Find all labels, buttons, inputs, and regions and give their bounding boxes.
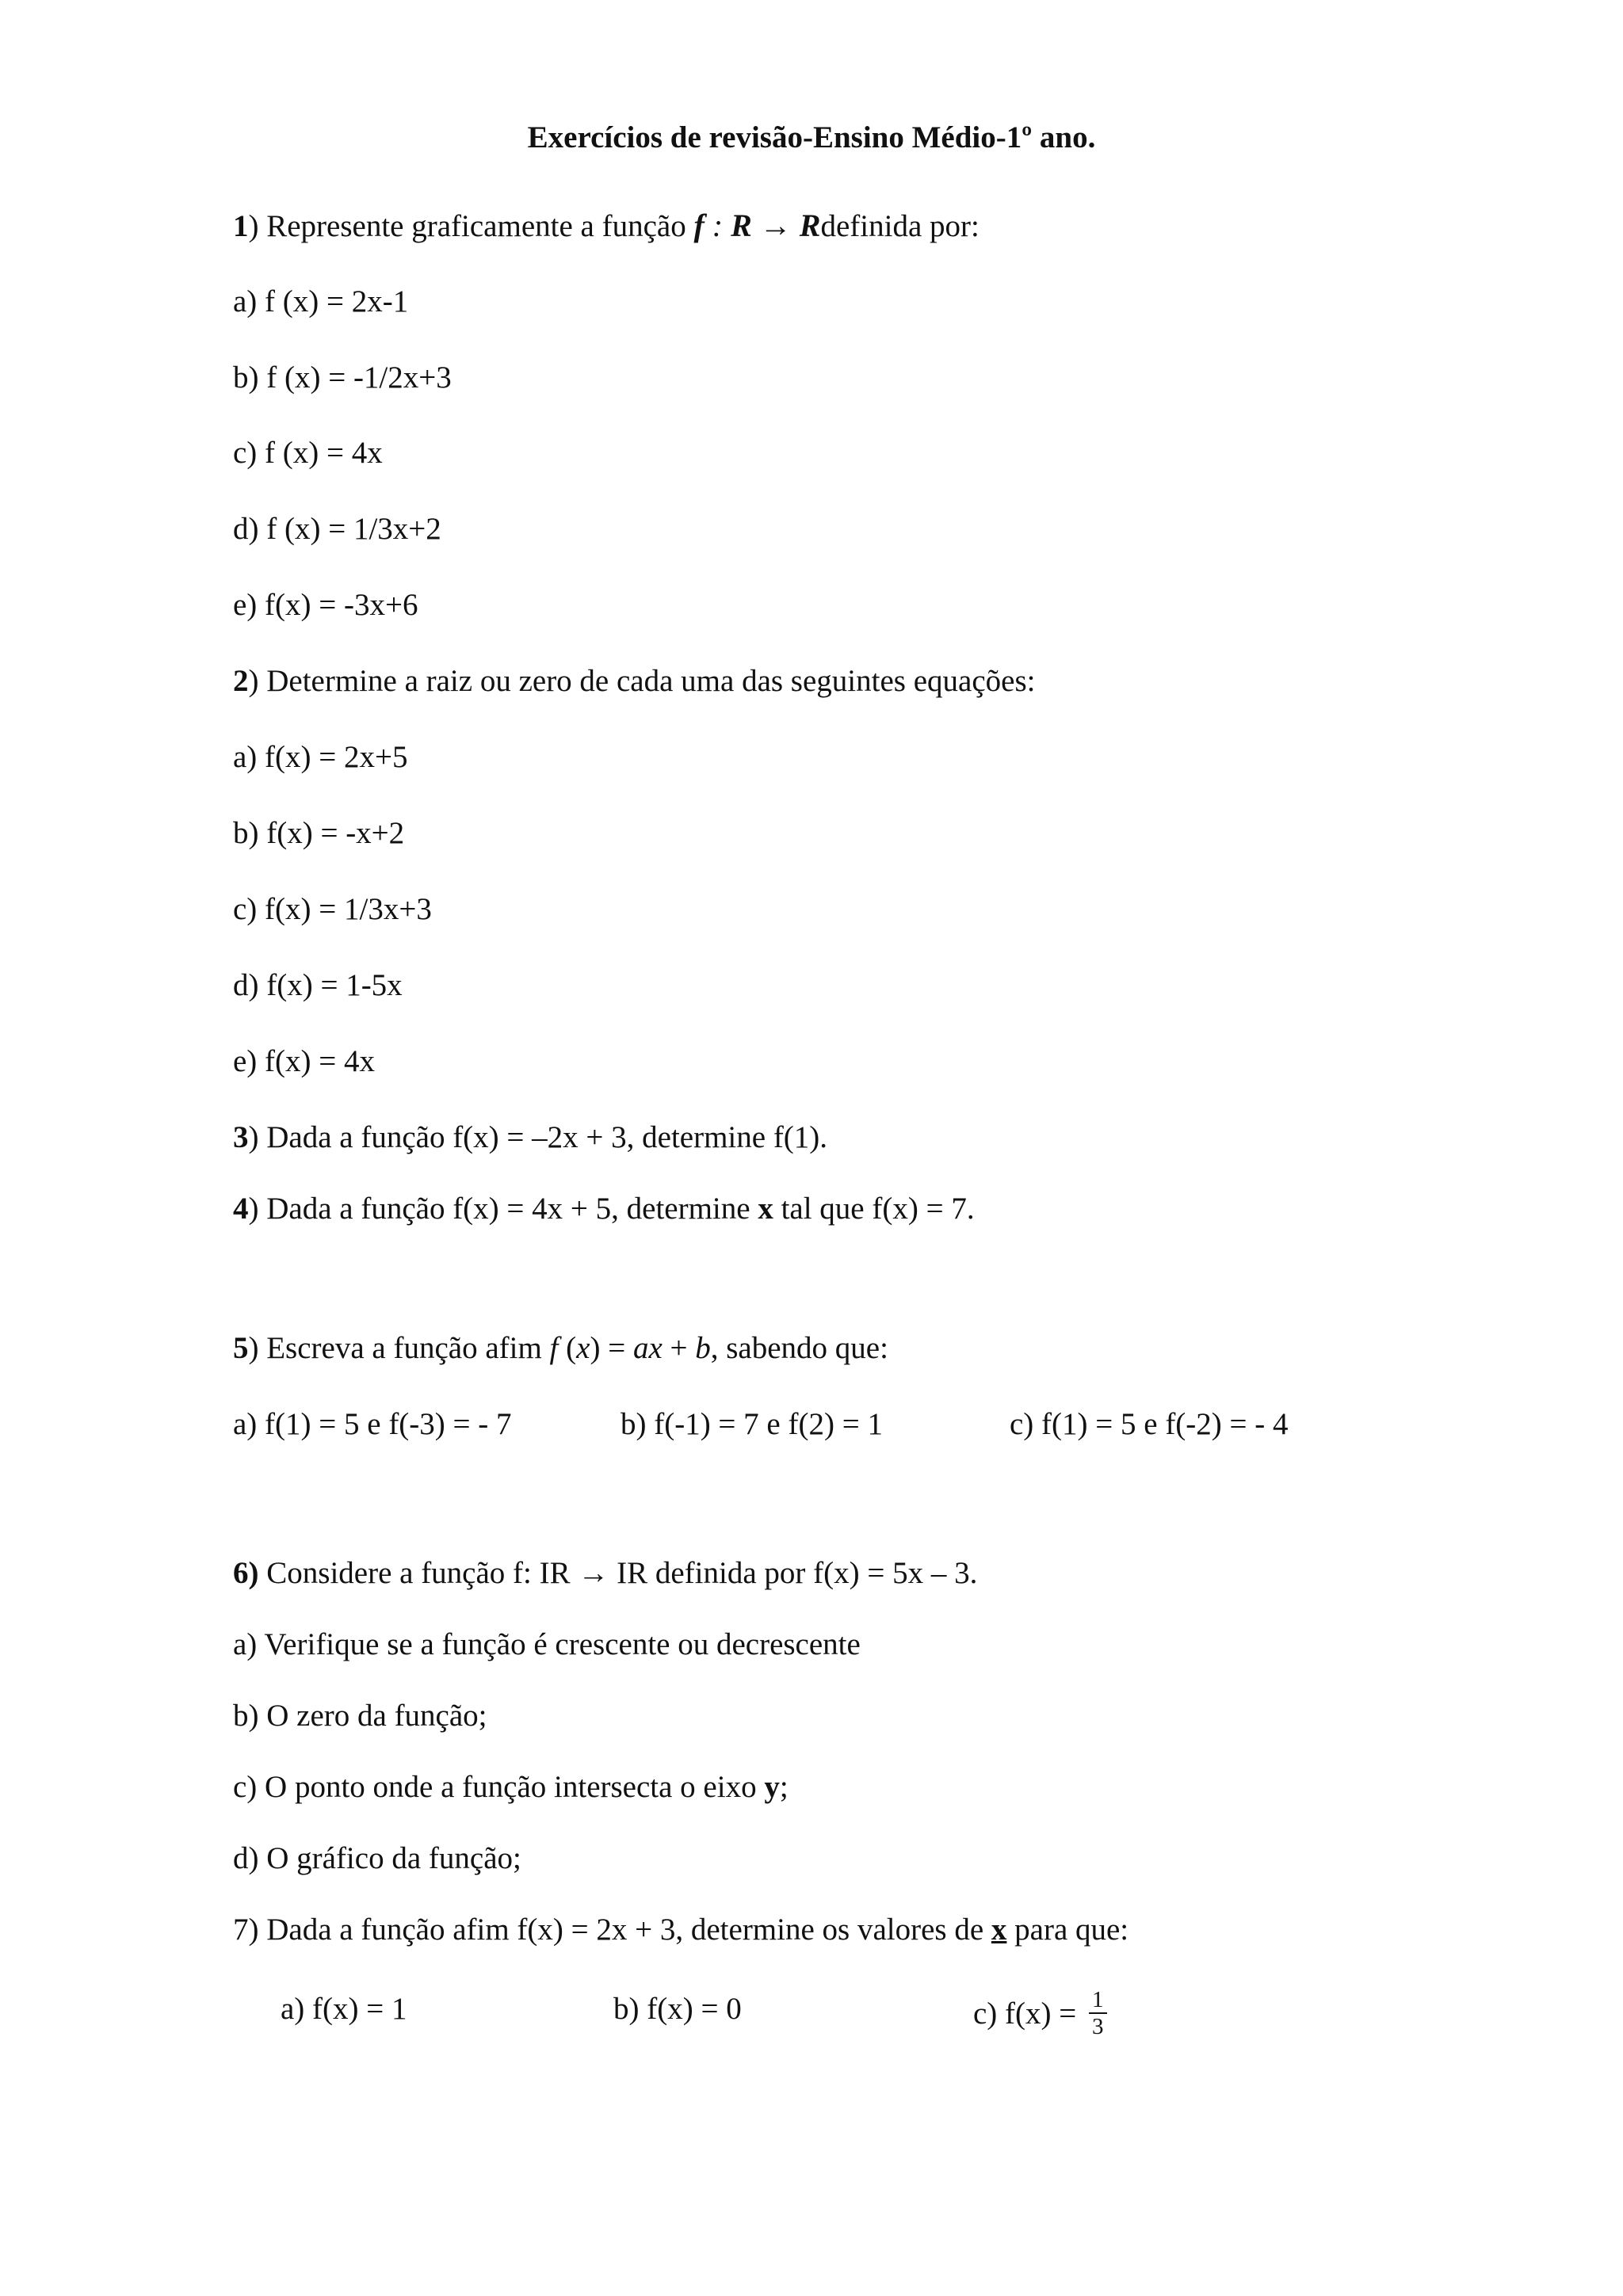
variable-x: x — [991, 1913, 1007, 1947]
formula-f: f — [549, 1331, 559, 1365]
q7-items-row — [233, 1987, 1342, 2039]
formula-x2: x — [648, 1331, 663, 1365]
q2-item-c: c) f(x) = 1/3x+3 — [233, 892, 432, 926]
affine-formula — [550, 1331, 711, 1365]
q5-item-c: c) f(1) = 5 e f(-2) = - 4 — [1010, 1407, 1289, 1441]
q1-item-b: b) f (x) = -1/2x+3 — [233, 360, 452, 395]
fraction-numerator: 1 — [1089, 1987, 1107, 2014]
q5-item-a: a) f(1) = 5 e f(-3) = - 7 — [233, 1407, 512, 1441]
q7-item-c — [973, 1987, 1107, 2042]
q6-item-c-end: ; — [779, 1770, 789, 1804]
question-text: ) Determine a raiz ou zero de cada uma das seguintes equações: — [248, 664, 1036, 698]
question-3 — [233, 1119, 827, 1157]
function-symbol: f — [693, 208, 705, 243]
question-number: 3 — [233, 1120, 249, 1154]
question-text: ) Dada a função f(x) = –2x + 3, determine f(1). — [248, 1120, 828, 1154]
question-text: ) Represente graficamente a função — [248, 209, 694, 243]
question-text-end: definida por: — [820, 209, 980, 243]
q7-item-a: a) f(x) = 1 — [281, 1992, 407, 2026]
function-notation — [693, 208, 820, 243]
formula-x: x — [576, 1331, 590, 1365]
q6-item-b: b) O zero da função; — [233, 1699, 487, 1733]
question-text: Considere a função f: IR → IR definida por f(x) = 5x – 3. — [258, 1556, 978, 1590]
q6-item-a: a) Verifique se a função é crescente ou decrescente — [233, 1627, 861, 1661]
q2-item-a: a) f(x) = 2x+5 — [233, 740, 408, 774]
q2-item-d: d) f(x) = 1-5x — [233, 968, 403, 1002]
q1-item-e: e) f(x) = -3x+6 — [233, 588, 418, 622]
q6-item-c-text: c) O ponto onde a função intersecta o eixo — [233, 1770, 765, 1804]
fraction — [1089, 1987, 1107, 2039]
question-number: 2 — [233, 664, 249, 698]
q6-item-d: d) O gráfico da função; — [233, 1841, 521, 1875]
question-1 — [233, 207, 980, 245]
fraction-denominator: 3 — [1092, 2014, 1104, 2039]
arrow-symbol: → — [751, 208, 800, 243]
question-text-end: , sabendo que: — [710, 1331, 888, 1365]
q2-item-e: e) f(x) = 4x — [233, 1044, 376, 1078]
question-text: 7) Dada a função afim f(x) = 2x + 3, determine os valores de — [233, 1913, 991, 1947]
question-text: ) Escreva a função afim — [248, 1331, 550, 1365]
formula-plus: + — [662, 1331, 696, 1365]
codomain-symbol: R — [799, 208, 821, 243]
question-2 — [233, 662, 1035, 700]
page-title: Exercícios de revisão-Ensino Médio-1º ano. — [527, 120, 1096, 154]
question-text-end: tal que f(x) = 7. — [773, 1192, 975, 1226]
q1-item-c: c) f (x) = 4x — [233, 436, 383, 470]
q7-item-b: b) f(x) = 0 — [613, 1992, 742, 2026]
question-7 — [233, 1911, 1128, 1949]
q5-item-b: b) f(-1) = 7 e f(2) = 1 — [621, 1407, 883, 1441]
question-5 — [233, 1329, 888, 1367]
question-number: 1 — [233, 209, 249, 243]
q2-item-b: b) f(x) = -x+2 — [233, 816, 405, 850]
q7-item-c-label: c) f(x) = — [973, 1996, 1085, 2031]
question-4 — [233, 1190, 975, 1228]
formula-a: a — [632, 1331, 649, 1365]
variable-x: x — [758, 1192, 773, 1226]
colon-symbol: : — [704, 208, 731, 243]
q6-item-c — [233, 1768, 789, 1806]
formula-lparen: ( — [558, 1331, 577, 1365]
formula-equals: ) = — [590, 1331, 633, 1365]
question-number: 6) — [233, 1556, 259, 1590]
q1-item-a: a) f (x) = 2x-1 — [233, 284, 409, 318]
q1-item-d: d) f (x) = 1/3x+2 — [233, 512, 441, 546]
variable-y: y — [764, 1770, 780, 1804]
formula-b: b — [695, 1331, 711, 1365]
question-text-end: para que: — [1006, 1913, 1129, 1947]
q5-items-row — [233, 1405, 1422, 1444]
question-number: 5 — [233, 1331, 249, 1365]
question-number: 4 — [233, 1192, 249, 1226]
domain-symbol: R — [731, 208, 752, 243]
question-6 — [233, 1554, 977, 1592]
question-text: ) Dada a função f(x) = 4x + 5, determine — [248, 1192, 758, 1226]
